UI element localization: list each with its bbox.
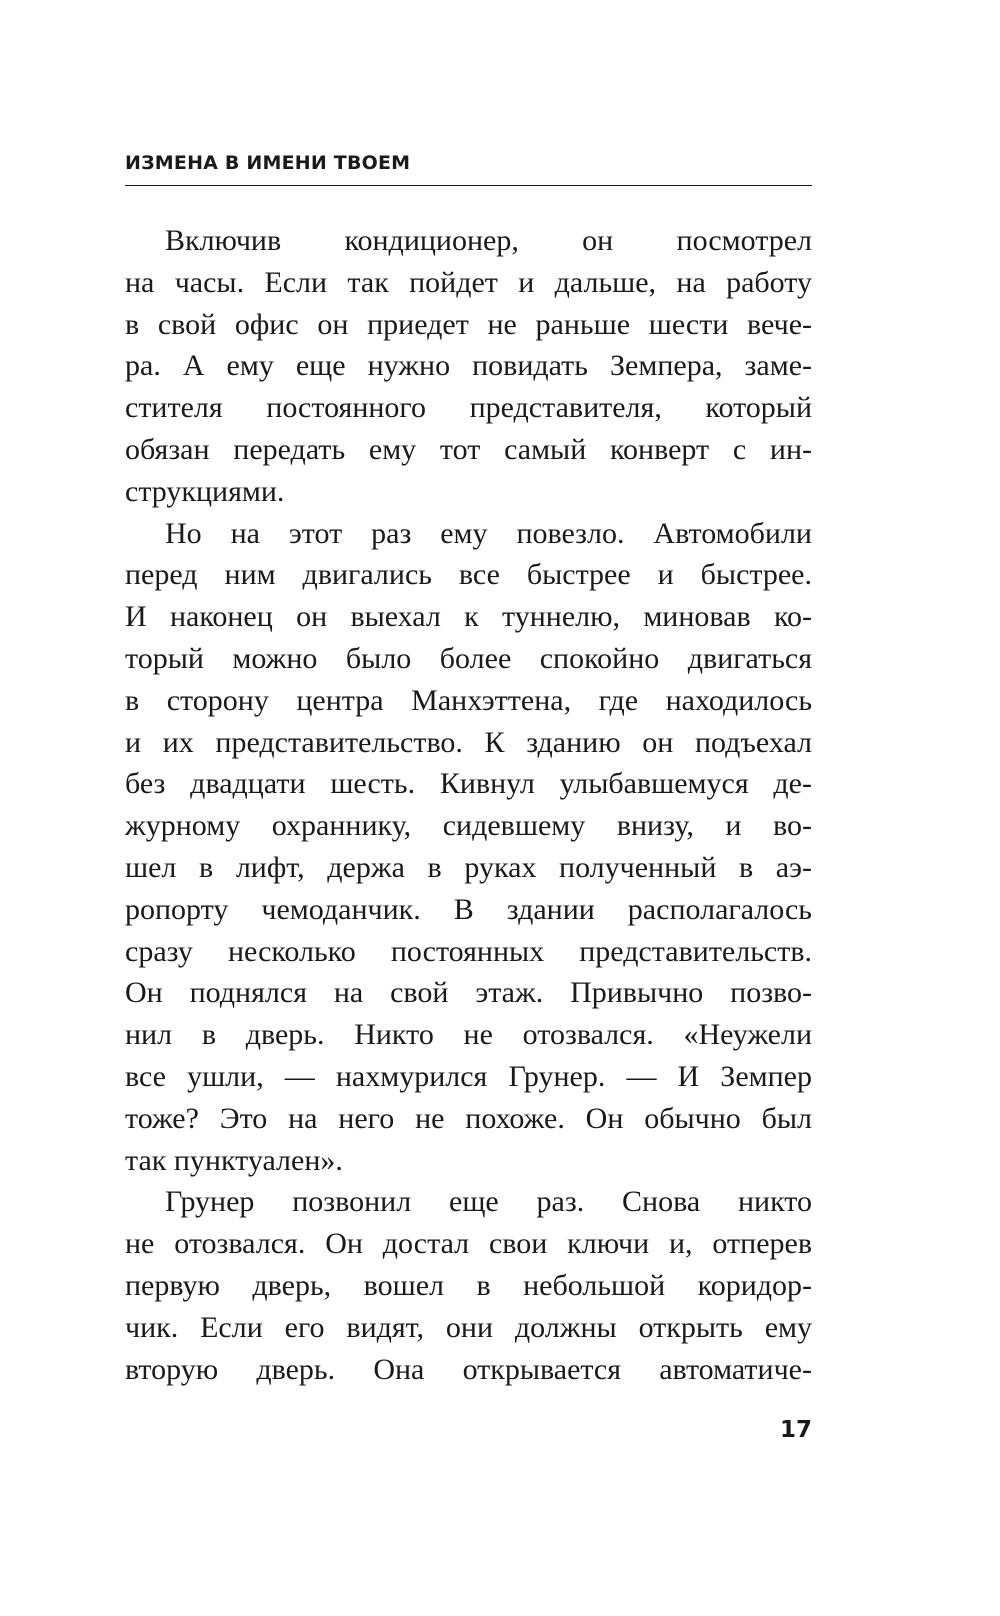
paragraph xyxy=(125,1181,812,1390)
text-line: торый можно было более спокойно двигаться xyxy=(125,641,812,675)
text-line: шел в лифт, держа в руках полученный в аэ- xyxy=(125,850,812,884)
text-line: обязан передать ему тот самый конверт с ин- xyxy=(125,432,812,466)
page-number: 17 xyxy=(779,1417,812,1443)
text-line: вторую дверь. Она открывается автоматиче- xyxy=(125,1352,812,1386)
text-line: первую дверь, вошел в небольшой коридор- xyxy=(125,1268,812,1302)
text-line: стителя постоянного представителя, который xyxy=(125,391,812,425)
text-line: И наконец он выехал к туннелю, миновав ко- xyxy=(125,600,812,634)
text-line: тоже? Это на него не похоже. Он обычно был xyxy=(125,1101,812,1135)
text-line: Включив кондиционер, он посмотрел xyxy=(165,224,812,257)
text-line: и их представительство. К зданию он подъехал xyxy=(125,725,812,759)
text-line: Грунер позвонил еще раз. Снова никто xyxy=(165,1185,812,1219)
text-line: перед ним двигались все быстрее и быстрее. xyxy=(125,558,812,592)
text-line: Но на этот раз ему повезло. Автомобили xyxy=(165,516,812,550)
text-line: все ушли, — нахмурился Грунер. — И Земпер xyxy=(125,1059,812,1093)
text-line: без двадцати шесть. Кивнул улыбавшемуся де- xyxy=(125,767,812,801)
header-rule xyxy=(125,185,812,186)
text-line: в сторону центра Манхэттена, где находилось xyxy=(125,683,812,717)
paragraph xyxy=(125,513,812,1182)
text-line: чик. Если его видят, они должны открыть ему xyxy=(125,1310,812,1344)
text-line: струкциями. xyxy=(125,474,285,508)
text-line: ропорту чемоданчик. В здании располагалось xyxy=(125,892,812,926)
text-line: на часы. Если так пойдет и дальше, на работу xyxy=(125,265,812,299)
text-line: ра. А ему еще нужно повидать Земпера, заме- xyxy=(125,349,812,383)
body-text xyxy=(125,220,812,1390)
paragraph xyxy=(125,220,812,513)
text-line: в свой офис он приедет не раньше шести вече- xyxy=(125,307,812,341)
running-head: ИЗМЕНА В ИМЕНИ ТВОЕМ xyxy=(125,152,411,174)
text-line: не отозвался. Он достал свои ключи и, отперев xyxy=(125,1227,812,1261)
text-line: Он поднялся на свой этаж. Привычно позво- xyxy=(125,976,812,1010)
text-line: нил в дверь. Никто не отозвался. «Неужели xyxy=(125,1018,812,1052)
text-line: журному охраннику, сидевшему внизу, и во- xyxy=(125,809,812,843)
text-line: сразу несколько постоянных представительств. xyxy=(125,934,812,968)
text-line: так пунктуален». xyxy=(125,1143,343,1177)
